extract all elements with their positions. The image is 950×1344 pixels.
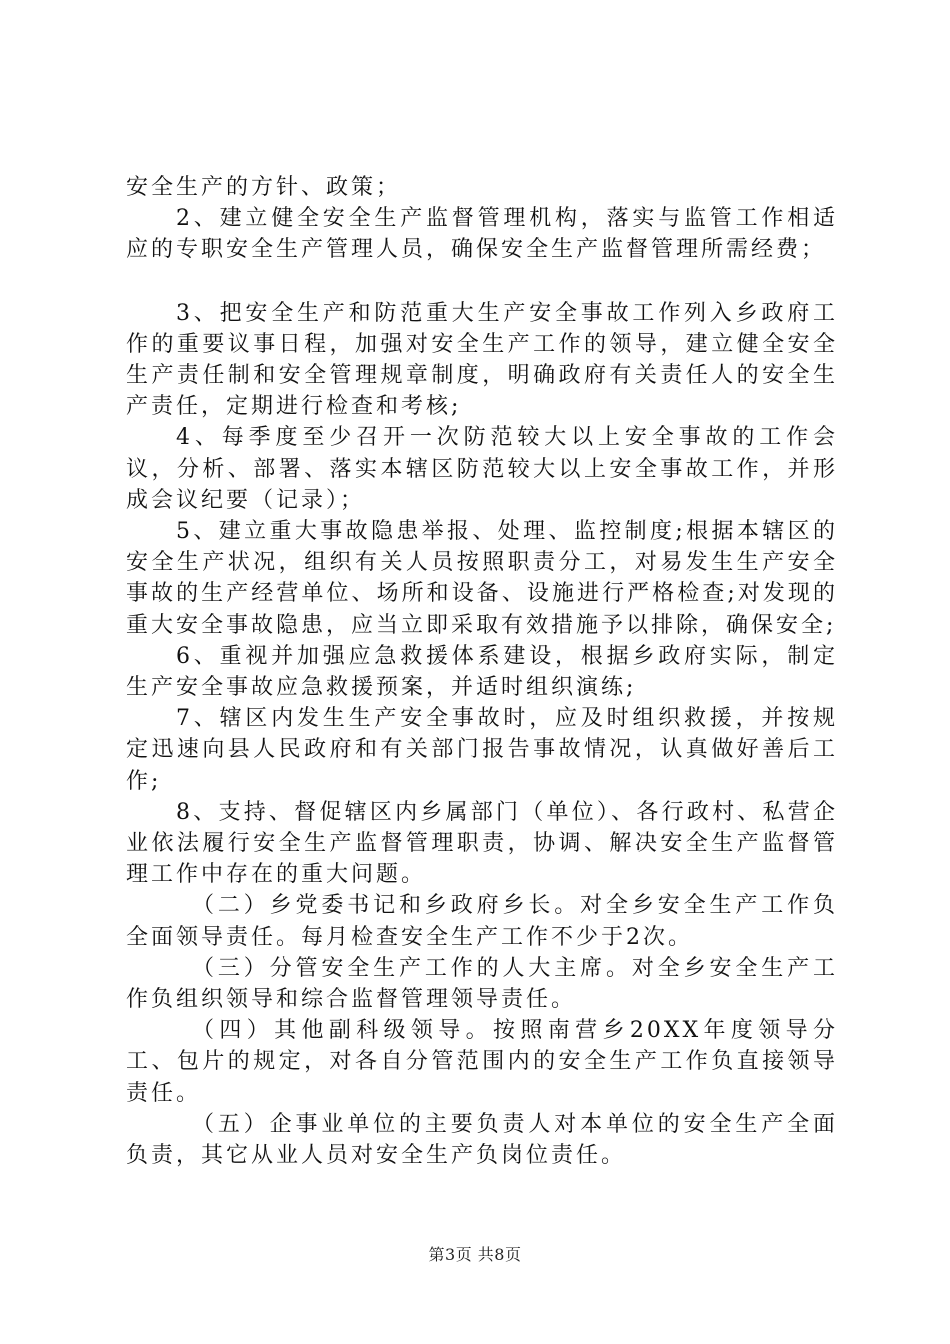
paragraph-item-7: 7、辖区内发生生产安全事故时，应及时组织救援，并按规定迅速向县人民政府和有关部门报告事故情况，认真做好善后工作; bbox=[126, 706, 838, 794]
paragraph-section-3: （三）分管安全生产工作的人大主席。对全乡安全生产工作负组织领导和综合监督管理领导责任。 bbox=[126, 955, 838, 1013]
paragraph-item-6: 6、重视并加强应急救援体系建设，根据乡政府实际，制定生产安全事故应急救援预案，并适时组织演练; bbox=[126, 643, 838, 701]
paragraph-item-2: 2、建立健全安全生产监督管理机构，落实与监管工作相适应的专职安全生产管理人员，确保安全生产监督管理所需经费； bbox=[126, 206, 838, 263]
paragraph-continuation: 安全生产的方针、政策； bbox=[126, 175, 402, 200]
document-body bbox=[126, 172, 838, 1171]
paragraph-section-4: （四）其他副科级领导。按照南营乡20XX年度领导分工、包片的规定，对各自分管范围内的安全生产工作负直接领导责任。 bbox=[126, 1018, 838, 1106]
paragraph-item-3: 3、把安全生产和防范重大生产安全事故工作列入乡政府工作的重要议事日程，加强对安全生产工作的领导，建立健全安全生产责任制和安全管理规章制度，明确政府有关责任人的安全生产责任，定期进行检查和考核; bbox=[126, 300, 838, 420]
paragraph-section-2: （二）乡党委书记和乡政府乡长。对全乡安全生产工作负全面领导责任。每月检查安全生产工作不少于2次。 bbox=[126, 893, 838, 950]
paragraph-section-5: （五）企事业单位的主要负责人对本单位的安全生产全面负责，其它从业人员对安全生产负岗位责任。 bbox=[126, 1111, 838, 1169]
paragraph-item-8: 8、支持、督促辖区内乡属部门（单位）、各行政村、私营企业依法履行安全生产监督管理职责，协调、解决安全生产监督管理工作中存在的重大问题。 bbox=[126, 799, 838, 888]
page-number-footer: 第3页 共8页 bbox=[428, 1245, 522, 1264]
paragraph-item-4: 4、每季度至少召开一次防范较大以上安全事故的工作会议，分析、部署、落实本辖区防范较大以上安全事故工作，并形成会议纪要（记录）； bbox=[126, 425, 838, 513]
paragraph-item-5: 5、建立重大事故隐患举报、处理、监控制度;根据本辖区的安全生产状况，组织有关人员按照职责分工，对易发生生产安全事故的生产经营单位、场所和设备、设施进行严格检查;对发现的重大安全事故隐患，应当立即采取有效措施予以排除，确保安全; bbox=[126, 519, 838, 638]
